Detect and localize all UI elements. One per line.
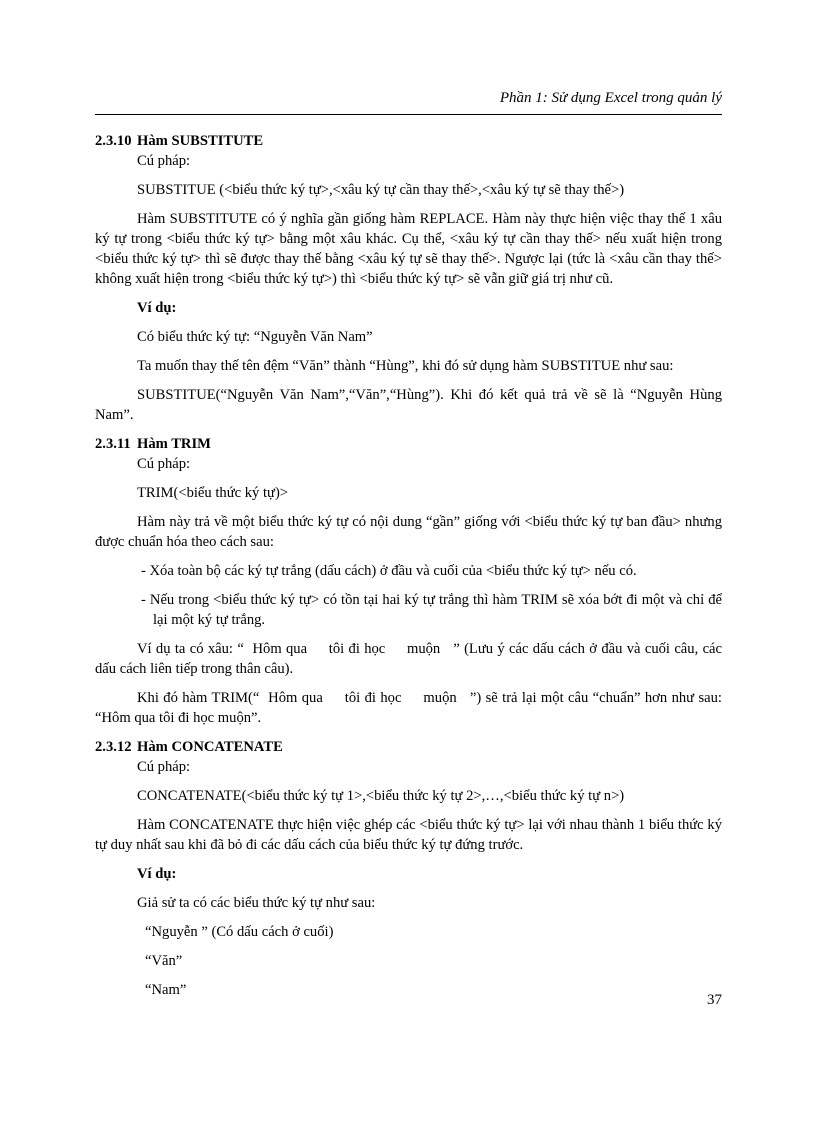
description-paragraph: Hàm SUBSTITUTE có ý nghĩa gần giống hàm REPLACE. Hàm này thực hiện việc thay thế 1 xâu ký tự trong <biểu thức ký tự> bằng một xâu khác. Cụ thể, <xâu ký tự cần thay thế> nếu xuất hiện trong <biểu thức ký tự> thì sẽ được thay thế bằng <xâu ký tự sẽ thay thế>. Ngược lại (tức là <xâu cần thay thế> không xuất hiện trong <biểu thức ký tự>) thì <biểu thức ký tự> sẽ vẫn giữ giá trị như cũ. bbox=[95, 211, 722, 287]
list-item: “Nam” bbox=[145, 982, 187, 998]
syntax-label: Cú pháp: bbox=[137, 153, 191, 169]
section-heading-concatenate bbox=[95, 737, 722, 757]
page-number: 37 bbox=[707, 992, 722, 1008]
list-item: “Nguyễn ” (Có dấu cách ở cuối) bbox=[145, 924, 334, 940]
syntax-formula: TRIM(<biểu thức ký tự)> bbox=[137, 485, 289, 501]
example-label: Ví dụ: bbox=[137, 866, 177, 882]
example-label: Ví dụ: bbox=[137, 300, 177, 316]
syntax-formula: SUBSTITUE (<biểu thức ký tự>,<xâu ký tự cần thay thế>,<xâu ký tự sẽ thay thế>) bbox=[137, 182, 625, 198]
running-header bbox=[95, 88, 722, 115]
list-item: “Văn” bbox=[145, 953, 183, 969]
example-line: Có biểu thức ký tự: “Nguyễn Văn Nam” bbox=[137, 329, 373, 345]
example-paragraph: Khi đó hàm TRIM(“ Hôm qua tôi đi học muộn ”) sẽ trả lại một câu “chuẩn” hơn như sau: “Hôm qua tôi đi học muộn”. bbox=[95, 690, 726, 726]
section-title: Hàm CONCATENATE bbox=[137, 739, 283, 755]
bullet-item: - Xóa toàn bộ các ký tự trắng (dấu cách) ở đầu và cuối của <biểu thức ký tự> nếu có. bbox=[141, 563, 637, 579]
section-title: Hàm TRIM bbox=[137, 436, 211, 452]
section-number: 2.3.10 bbox=[95, 133, 132, 149]
section-heading-substitute bbox=[95, 131, 722, 151]
description-paragraph: Hàm CONCATENATE thực hiện việc ghép các <biểu thức ký tự> lại với nhau thành 1 biểu thức ký tự duy nhất sau khi đã bỏ đi các dấu cách của biểu thức ký tự đứng trước. bbox=[95, 817, 722, 853]
page-content bbox=[95, 131, 726, 1009]
description-paragraph: Hàm này trả về một biểu thức ký tự có nội dung “gần” giống với <biểu thức ký tự ban đầu> nhưng được chuẩn hóa theo cách sau: bbox=[95, 514, 722, 550]
example-line: Ta muốn thay thế tên đệm “Văn” thành “Hùng”, khi đó sử dụng hàm SUBSTITUE như sau: bbox=[137, 358, 674, 374]
example-line: Giả sử ta có các biểu thức ký tự như sau: bbox=[137, 895, 376, 911]
section-number: 2.3.11 bbox=[95, 436, 131, 452]
header-text: Phần 1: Sử dụng Excel trong quản lý bbox=[499, 90, 722, 106]
section-heading-trim bbox=[95, 434, 722, 454]
syntax-formula: CONCATENATE(<biểu thức ký tự 1>,<biểu thức ký tự 2>,…,<biểu thức ký tự n>) bbox=[137, 788, 625, 804]
section-number: 2.3.12 bbox=[95, 739, 132, 755]
section-title: Hàm SUBSTITUTE bbox=[137, 133, 264, 149]
example-paragraph: Ví dụ ta có xâu: “ Hôm qua tôi đi học muộn ” (Lưu ý các dấu cách ở đầu và cuối câu, các dấu cách liên tiếp trong thân câu). bbox=[95, 641, 726, 677]
bullet-item: - Nếu trong <biểu thức ký tự> có tồn tại hai ký tự trắng thì hàm TRIM sẽ xóa bớt đi một và chỉ để lại một ký tự trắng. bbox=[141, 592, 722, 628]
syntax-label: Cú pháp: bbox=[137, 759, 191, 775]
example-result: SUBSTITUE(“Nguyễn Văn Nam”,“Văn”,“Hùng”). Khi đó kết quả trả về sẽ là “Nguyễn Hùng Nam”. bbox=[95, 387, 722, 423]
syntax-label: Cú pháp: bbox=[137, 456, 191, 472]
